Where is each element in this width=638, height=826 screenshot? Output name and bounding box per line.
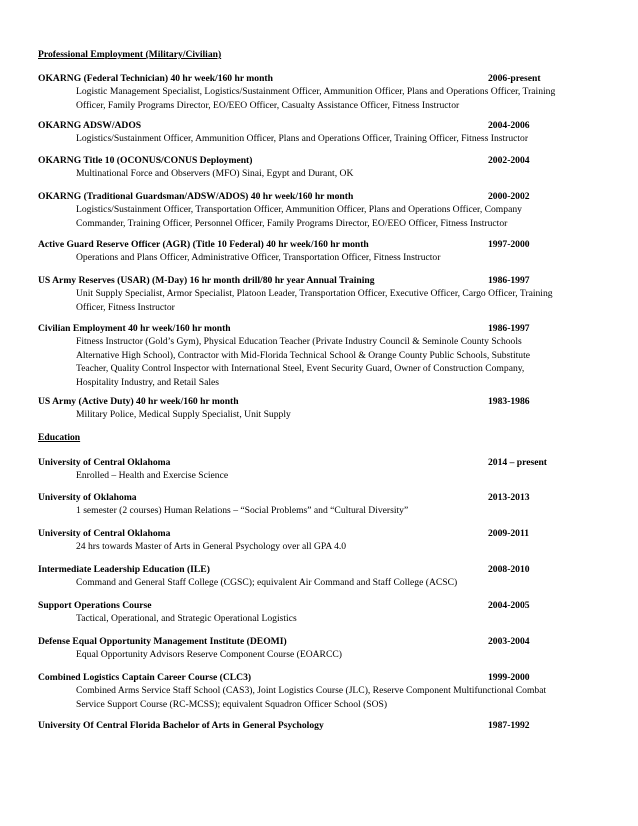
entry-title-row bbox=[38, 191, 602, 203]
employment-entry bbox=[38, 191, 602, 230]
entry-description-line: Military Police, Medical Supply Specialist, Unit Supply bbox=[76, 409, 291, 420]
entry-date: 1997-2000 bbox=[488, 239, 530, 250]
entry-description-line: Service Support Course (RC-MCSS); equivalent Squadron Officer School (SOS) bbox=[76, 698, 388, 710]
entry-title: University Of Central Florida Bachelor of Arts in General Psychology bbox=[38, 720, 324, 731]
entry-description-line: Combined Arms Service Staff School (CAS3), Joint Logistics Course (JLC), Reserve Component Multifunctional Combat bbox=[76, 685, 547, 696]
entry-title: Intermediate Leadership Education (ILE) bbox=[38, 564, 210, 575]
entry-title: Combined Logistics Captain Career Course (CLC3) bbox=[38, 672, 252, 683]
entry-date: 2006-present bbox=[488, 73, 541, 84]
entry-description-line: Teacher, Quality Control Inspector with International Steel, Event Security Guard, Owner of Construction Company, bbox=[76, 363, 525, 374]
entry-description-line: Equal Opportunity Advisors Reserve Component Course (EOARCC) bbox=[76, 649, 342, 660]
entry-title-row bbox=[38, 323, 602, 335]
entry-date: 1983-1986 bbox=[488, 396, 530, 407]
entry-title: Defense Equal Opportunity Management Institute (DEOMI) bbox=[38, 636, 287, 647]
entry-title: Support Operations Course bbox=[38, 600, 152, 611]
education-entry bbox=[38, 720, 602, 732]
entry-date: 2008-2010 bbox=[488, 564, 530, 575]
entry-title-row bbox=[38, 636, 602, 648]
entry-date: 2013-2013 bbox=[488, 492, 530, 503]
entry-description-line: Unit Supply Specialist, Armor Specialist, Platoon Leader, Transportation Officer, Executive Officer, Cargo Officer, Training bbox=[76, 288, 553, 299]
entry-date: 1986-1997 bbox=[488, 323, 530, 334]
entry-title-row bbox=[38, 120, 602, 132]
employment-entry bbox=[38, 155, 602, 181]
entry-title: University of Central Oklahoma bbox=[38, 528, 171, 539]
education-entry bbox=[38, 457, 602, 483]
entry-date: 2009-2011 bbox=[488, 528, 530, 539]
entry-title-row bbox=[38, 720, 602, 732]
entry-date: 1986-1997 bbox=[488, 275, 530, 286]
entry-title-row bbox=[38, 73, 602, 85]
entry-date: 2004-2006 bbox=[488, 120, 530, 131]
entry-title: University of Oklahoma bbox=[38, 492, 137, 503]
entry-description-line: Officer, Fitness Instructor bbox=[76, 301, 175, 313]
employment-entry bbox=[38, 120, 602, 146]
entry-date: 2004-2005 bbox=[488, 600, 530, 611]
entry-description-line: Multinational Force and Observers (MFO) Sinai, Egypt and Durant, OK bbox=[76, 168, 354, 179]
entry-date: 2002-2004 bbox=[488, 155, 530, 166]
entry-description-line: Commander, Training Officer, Personnel Officer, Family Programs Director, EO/EEO Officer, Fitness Instructor bbox=[76, 217, 508, 229]
employment-entry bbox=[38, 396, 602, 422]
education-entry bbox=[38, 492, 602, 518]
entry-description-line: Tactical, Operational, and Strategic Operational Logistics bbox=[76, 613, 297, 624]
entry-title-row bbox=[38, 275, 602, 287]
entry-description-line: Logistics/Sustainment Officer, Ammunition Officer, Plans and Operations Officer, Training Officer, Fitness Instructor bbox=[76, 133, 529, 144]
entry-description-line: Hospitality Industry, and Retail Sales bbox=[76, 376, 219, 388]
entry-description-line: Logistics/Sustainment Officer, Transportation Officer, Ammunition Officer, Plans and Operations Officer, Company bbox=[76, 204, 522, 215]
entry-description-line: 1 semester (2 courses) Human Relations – “Social Problems” and “Cultural Diversity” bbox=[76, 505, 409, 516]
entry-title-row bbox=[38, 239, 602, 251]
entry-description-line: Logistic Management Specialist, Logistics/Sustainment Officer, Ammunition Officer, Plans and Operations Officer, Training bbox=[76, 86, 556, 97]
employment-entry bbox=[38, 323, 602, 389]
entry-title-row bbox=[38, 457, 602, 469]
entry-title: Active Guard Reserve Officer (AGR) (Title 10 Federal) 40 hr week/160 hr month bbox=[38, 239, 369, 250]
entry-description-line: 24 hrs towards Master of Arts in General Psychology over all GPA 4.0 bbox=[76, 541, 347, 552]
entry-title-row bbox=[38, 672, 602, 684]
entry-description-line: Alternative High School), Contractor with Mid-Florida Technical School & Orange County Public Schools, Substitute bbox=[76, 349, 530, 361]
entry-date: 2003-2004 bbox=[488, 636, 530, 647]
employment-entry bbox=[38, 275, 602, 314]
entry-title: University of Central Oklahoma bbox=[38, 457, 171, 468]
education-entry bbox=[38, 600, 602, 626]
section-heading-employment: Professional Employment (Military/Civilian) bbox=[38, 49, 222, 60]
entry-title: OKARNG (Traditional Guardsman/ADSW/ADOS) 40 hr week/160 hr month bbox=[38, 191, 354, 202]
entry-title-row bbox=[38, 492, 602, 504]
entry-title: Civilian Employment 40 hr week/160 hr month bbox=[38, 323, 231, 334]
education-entry bbox=[38, 672, 602, 711]
employment-entry bbox=[38, 73, 602, 112]
entry-title-row bbox=[38, 564, 602, 576]
entry-description-line: Command and General Staff College (CGSC); equivalent Air Command and Staff College (ACSC) bbox=[76, 577, 458, 588]
entry-date: 2000-2002 bbox=[488, 191, 530, 202]
entry-title: US Army Reserves (USAR) (M-Day) 16 hr month drill/80 hr year Annual Training bbox=[38, 275, 375, 286]
entry-title: OKARNG (Federal Technician) 40 hr week/160 hr month bbox=[38, 73, 273, 84]
entry-date: 2014 – present bbox=[488, 457, 547, 468]
entry-description-line: Operations and Plans Officer, Administrative Officer, Transportation Officer, Fitness Instructor bbox=[76, 252, 441, 263]
entry-description-line: Officer, Family Programs Director, EO/EEO Officer, Casualty Assistance Officer, Fitness Instructor bbox=[76, 99, 460, 111]
entry-title-row bbox=[38, 528, 602, 540]
entry-title: US Army (Active Duty) 40 hr week/160 hr month bbox=[38, 396, 239, 407]
education-entry bbox=[38, 636, 602, 662]
entry-description-line: Enrolled – Health and Exercise Science bbox=[76, 470, 229, 481]
education-entry bbox=[38, 564, 602, 590]
employment-entry bbox=[38, 239, 602, 265]
entry-title: OKARNG Title 10 (OCONUS/CONUS Deployment) bbox=[38, 155, 253, 166]
entry-description-line: Fitness Instructor (Gold’s Gym), Physical Education Teacher (Private Industry Council & Seminole County Schools bbox=[76, 336, 522, 347]
section-heading-education: Education bbox=[38, 432, 81, 443]
entry-title-row bbox=[38, 600, 602, 612]
entry-date: 1987-1992 bbox=[488, 720, 530, 731]
entry-title: OKARNG ADSW/ADOS bbox=[38, 120, 142, 131]
entry-date: 1999-2000 bbox=[488, 672, 530, 683]
education-entry bbox=[38, 528, 602, 554]
entry-title-row bbox=[38, 155, 602, 167]
entry-title-row bbox=[38, 396, 602, 408]
